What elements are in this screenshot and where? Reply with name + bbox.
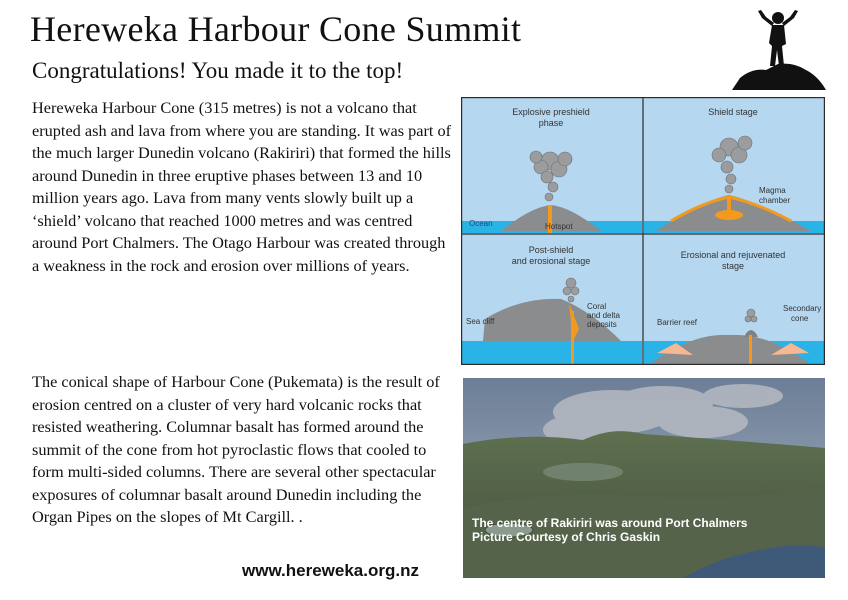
magma-label-line2: chamber [759,196,791,205]
panel-4-title-line1: Erosional and rejuvenated [680,250,786,260]
volcano-stages-diagram [461,97,825,365]
page-subtitle: Congratulations! You made it to the top! [32,58,404,83]
caption-line-1: The centre of Rakiriri was around Port Chalmers [472,516,748,530]
panel-4-title-line2: stage [721,261,745,271]
harbour-cone-paragraph: The conical shape of Harbour Cone (Pukemata) is the result of erosion centred on a cluster of very hard volcanic rocks that resisted weathering. Columnar basalt has formed around the summit of the cone from hot pyroclastic flows that cooled to form multi-sided columns. There are several other spectacular exposures of columnar basalt around Dunedin including the Organ Pipes on the slopes of Mt Cargill. . [32,372,440,526]
rakiriri-painting [463,378,825,578]
secondary-cone-label-line2: cone [791,314,809,323]
sea-cliff-label: Sea cliff [466,317,495,326]
panel-3-title-line2: and erosional stage [511,256,591,266]
coral-label-line2: and delta [587,311,620,320]
page-title: Hereweka Harbour Cone Summit [30,9,522,49]
coral-label-line3: deposits [587,320,617,329]
hiker-silhouette-icon [732,10,826,90]
website-link[interactable]: www.hereweka.org.nz [242,561,419,580]
hotspot-label: Hotspot [545,222,573,231]
panel-3-title-line1: Post-shield [528,245,574,255]
panel-1-title-line1: Explosive preshield [512,107,590,117]
ocean-label: Ocean [469,219,493,228]
caption-line-2: Picture Courtesy of Chris Gaskin [472,530,661,544]
panel-1-title-line2: phase [538,118,564,128]
barrier-reef-label: Barrier reef [657,318,698,327]
panel-2-title: Shield stage [708,107,758,117]
photo-caption [472,516,747,544]
intro-paragraph: Hereweka Harbour Cone (315 metres) is not a volcano that erupted ash and lava from where you are standing. It was part of the much larger Dunedin volcano (Rakiriri) that formed the hills around Dunedin in three eruptive phases between 13 and 10 million years ago. Lava from many vents slowly built up a ‘shield’ volcano that reached 1000 metres and was centred around Port Chalmers. The Otago Harbour was created through a weakness in the rock and erosion over millions of years. [32,98,452,275]
coral-label-line1: Coral [587,302,607,311]
magma-label-line1: Magma [759,186,786,195]
secondary-cone-label-line1: Secondary [783,304,822,313]
